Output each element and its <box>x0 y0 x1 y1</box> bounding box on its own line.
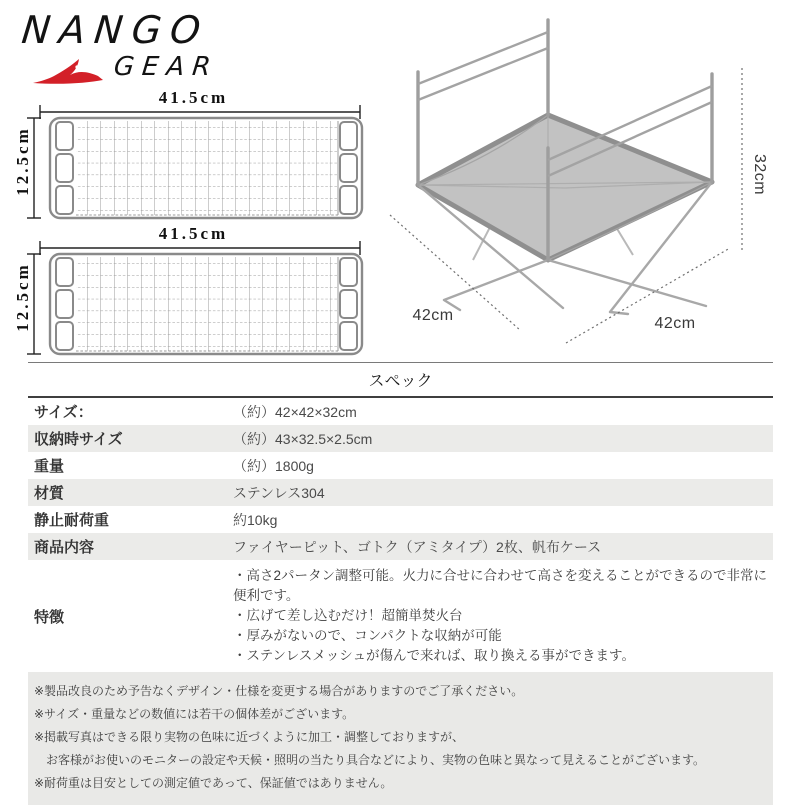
spec-row-contents <box>28 533 773 560</box>
dimension-label-width: 41.5cm <box>158 224 229 243</box>
wave-icon <box>32 58 116 88</box>
spec-row-value: （約）1800g <box>233 457 314 474</box>
spec-row-value: 約10kg <box>233 511 278 528</box>
brand-name-text: NANGO <box>19 8 212 52</box>
spec-row-value: （約）42×42×32cm <box>233 403 357 420</box>
notes-block <box>28 672 773 805</box>
spec-table <box>28 362 773 674</box>
grill-drawing <box>6 92 386 224</box>
firepit-illustration <box>378 10 790 355</box>
dimension-label-height: 12.5cm <box>13 262 32 332</box>
brand-sub-text: GEAR <box>112 52 221 82</box>
spec-row-value: （約）43×32.5×2.5cm <box>233 430 373 447</box>
note-line: お客様がお使いのモニターの設定や天候・照明の当たり具合などにより、実物の色味と異なって見えることがございます。 <box>34 753 706 767</box>
dimension-label-depth: 42cm <box>654 315 696 332</box>
spec-row-load-capacity <box>28 506 773 533</box>
feature-item: ・厚みがないので、コンパクトな収納が可能 <box>233 628 502 643</box>
note-line: ※耐荷重は目安としての測定値であって、保証値ではありません。 <box>34 776 393 790</box>
note-line: ※製品改良のため予告なくデザイン・仕様を変更する場合がありますのでご了承ください。 <box>34 684 524 698</box>
spec-row-label: 収納時サイズ <box>34 431 123 448</box>
spec-row-size <box>28 398 773 425</box>
grill-top-view-1 <box>6 88 386 224</box>
spec-row-label: 静止耐荷重 <box>34 512 110 529</box>
spec-row-value: ファイヤーピット、ゴトク（アミタイプ）2枚、帆布ケース <box>233 538 602 555</box>
spec-rows <box>28 396 773 674</box>
dimension-label-width: 41.5cm <box>158 88 229 107</box>
feature-item: ・高さ2パータン調整可能。火力に合せに合わせて高さを変えることができるので非常に便利です。 <box>233 568 768 603</box>
spec-row-storage-size <box>28 425 773 452</box>
note-line: ※サイズ・重量などの数値には若干の個体差がございます。 <box>34 707 355 721</box>
features-label: 特徴 <box>34 608 65 626</box>
features-list <box>233 566 773 666</box>
dimension-label-width: 42cm <box>412 307 454 324</box>
feature-item: ・ステンレスメッシュが傷んで来れば、取り換える事ができます。 <box>233 648 635 663</box>
spec-row-label: 商品内容 <box>34 539 95 556</box>
spec-row-weight <box>28 452 773 479</box>
dimension-label-height: 32cm <box>751 154 768 196</box>
firepit-drawing <box>378 10 790 355</box>
spec-row-value: ステンレス304 <box>233 484 325 501</box>
spec-row-features <box>28 560 773 674</box>
spec-row-material <box>28 479 773 506</box>
feature-item: ・広げて差し込むだけ！超簡単焚火台 <box>233 608 463 623</box>
spec-title: スペック <box>28 362 773 396</box>
dimension-label-height: 12.5cm <box>13 126 32 196</box>
spec-row-label: 重量 <box>34 458 65 475</box>
spec-row-label: サイズ： <box>34 404 93 421</box>
grill-drawing <box>6 228 386 360</box>
spec-row-label: 材質 <box>34 485 65 502</box>
grill-top-view-2 <box>6 224 386 360</box>
brand-logo <box>19 8 242 88</box>
note-line: ※掲載写真はできる限り実物の色味に近づくように加工・調整しておりますが、 <box>34 730 465 744</box>
